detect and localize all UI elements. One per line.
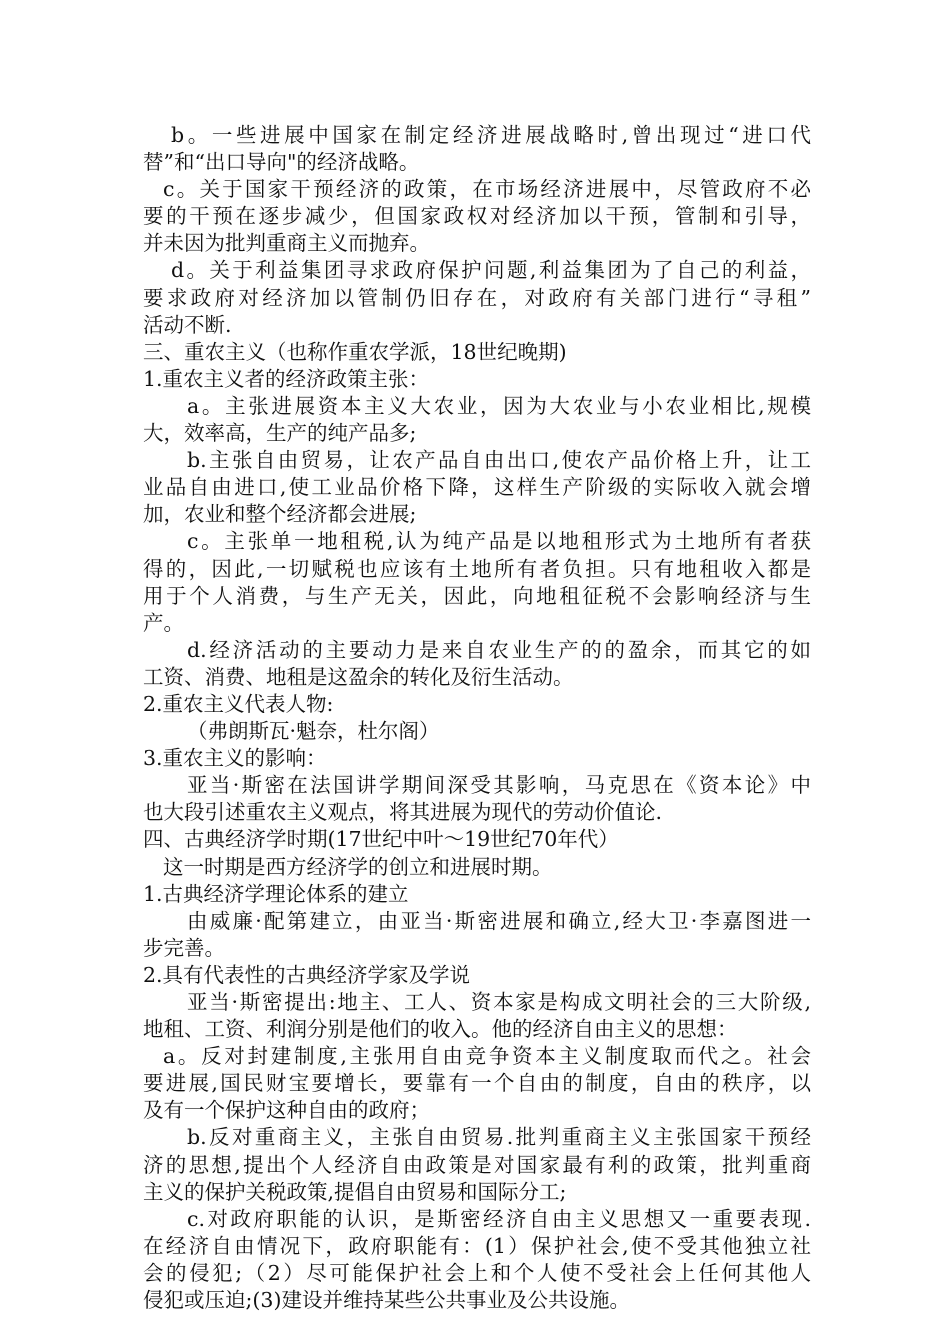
text-line: 由威廉·配第建立，由亚当·斯密进展和确立,经大卫·李嘉图进一 bbox=[187, 908, 811, 933]
text-line: 加，农业和整个经济都会进展; bbox=[143, 502, 417, 527]
text-line: 1.重农主义者的经济政策主张： bbox=[143, 366, 430, 391]
text-line: c。主张单一地租税,认为纯产品是以地租形式为土地所有者获 bbox=[187, 529, 811, 554]
text-line: a。主张进展资本主义大农业，因为大农业与小农业相比,规模 bbox=[187, 393, 811, 418]
text-line: d。关于利益集团寻求政府保护问题,利益集团为了自己的利益， bbox=[171, 258, 811, 283]
text-line: 大，效率高，生产的纯产品多; bbox=[143, 421, 417, 446]
text-line: 要的干预在逐步减少，但国家政权对经济加以干预，管制和引导， bbox=[143, 204, 811, 229]
text-line: 替”和“出口导向"的经济战略。 bbox=[143, 150, 420, 175]
text-line: 要求政府对经济加以管制仍旧存在，对政府有关部门进行“寻租” bbox=[143, 285, 811, 310]
text-line: b。一些进展中国家在制定经济进展战略时,曾出现过“进口代 bbox=[171, 123, 811, 147]
text-line: 亚当·斯密在法国讲学期间深受其影响，马克思在《资本论》中 bbox=[187, 773, 811, 798]
text-line: 3.重农主义的影响： bbox=[143, 746, 327, 771]
text-line: 侵犯或压迫;(3)建设并维持某些公共事业及公共设施。 bbox=[143, 1288, 630, 1313]
text-line: 2.重农主义代表人物: bbox=[143, 691, 334, 716]
text-line: 地租、工资、利润分别是他们的收入。他的经济自由主义的思想： bbox=[143, 1017, 738, 1042]
text-line: 在经济自由情况下，政府职能有：(1）保护社会,使不受其他独立社 bbox=[143, 1233, 811, 1258]
text-line: c。关于国家干预经济的政策，在市场经济进展中，尽管政府不必 bbox=[163, 177, 811, 202]
text-line: 用于个人消费，与生产无关，因此，向地租征税不会影响经济与生 bbox=[143, 583, 811, 608]
document-page bbox=[143, 122, 811, 1314]
text-line: 并未因为批判重商主义而抛弃。 bbox=[143, 231, 430, 256]
text-line: 产。 bbox=[143, 610, 184, 635]
text-line: 这一时期是西方经济学的创立和进展时期。 bbox=[163, 854, 553, 879]
text-line: 济的思想,提出个人经济自由政策是对国家最有利的政策，批判重商 bbox=[143, 1152, 811, 1177]
text-line: b.反对重商主义，主张自由贸易.批判重商主义主张国家干预经 bbox=[187, 1125, 811, 1150]
text-line: 及有一个保护这种自由的政府； bbox=[143, 1098, 430, 1123]
text-line: 活动不断. bbox=[143, 312, 232, 337]
text-line: 业品自由进口,使工业品价格下降，这样生产阶级的实际收入就会增 bbox=[143, 475, 811, 500]
text-line: 主义的保护关税政策,提倡自由贸易和国际分工; bbox=[143, 1179, 567, 1204]
text-line: 四、古典经济学时期(17世纪中叶～19世纪70年代） bbox=[143, 827, 619, 852]
text-line: 要进展,国民财宝要增长，要靠有一个自由的制度，自由的秩序，以 bbox=[143, 1071, 811, 1096]
text-line: 工资、消费、地租是这盈余的转化及衍生活动。 bbox=[143, 664, 574, 689]
text-line: b.主张自由贸易，让农产品自由出口,使农产品价格上升，让工 bbox=[187, 448, 811, 473]
text-line: 步完善。 bbox=[143, 935, 225, 960]
text-line: （弗朗斯瓦·魁奈，杜尔阁） bbox=[187, 719, 440, 744]
text-line: c.对政府职能的认识，是斯密经济自由主义思想又一重要表现. bbox=[187, 1206, 811, 1231]
text-line: 1.古典经济学理论体系的建立 bbox=[143, 881, 409, 906]
text-line: 也大段引述重农主义观点，将其进展为现代的劳动价值论. bbox=[143, 800, 663, 825]
text-line: 2.具有代表性的古典经济学家及学说 bbox=[143, 962, 471, 987]
text-line: 会的侵犯;（2）尽可能保护社会上和个人使不受社会上任何其他人 bbox=[143, 1260, 811, 1285]
text-line: d.经济活动的主要动力是来自农业生产的的盈余，而其它的如 bbox=[187, 637, 811, 662]
text-line: a。反对封建制度,主张用自由竞争资本主义制度取而代之。社会 bbox=[163, 1044, 811, 1069]
text-line: 得的，因此,一切赋税也应该有土地所有者负担。只有地租收入都是 bbox=[143, 556, 811, 581]
text-line: 亚当·斯密提出:地主、工人、资本家是构成文明社会的三大阶级, bbox=[187, 990, 811, 1014]
text-line: 三、重农主义（也称作重农学派，18世纪晚期) bbox=[143, 339, 567, 364]
